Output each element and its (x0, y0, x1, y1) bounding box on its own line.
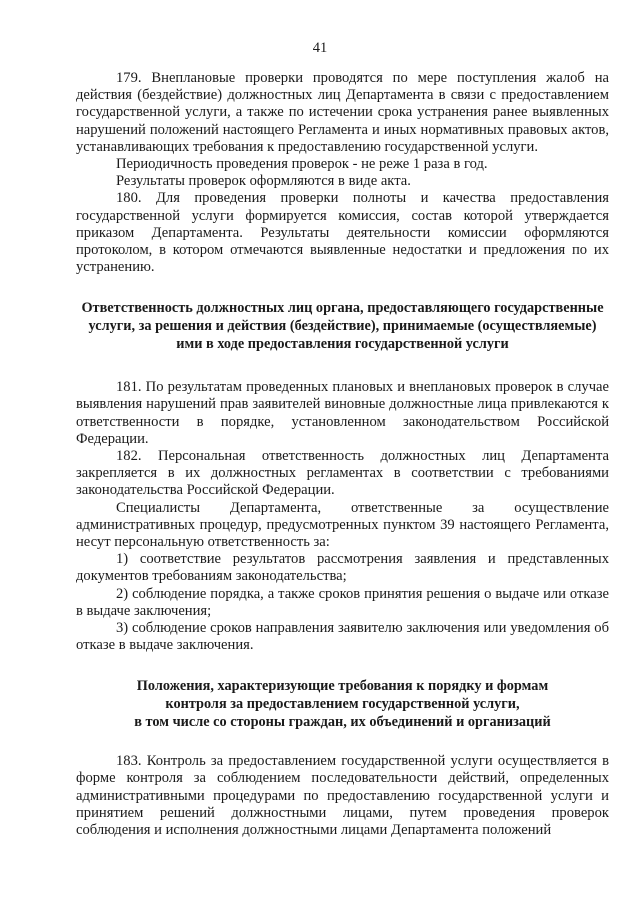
spacer (76, 353, 609, 379)
section-heading-responsibility: Ответственность должностных лиц органа, предоставляющего государственные услуги, за решения и действия (бездействие), принимаемые (осуществляемые) ими в ходе предоставления государственной услуги (81, 300, 604, 352)
page-number: 41 (312, 40, 328, 56)
list-item-3: 3) соблюдение сроков направления заявителю заключения или уведомления об отказе в выдаче заключения. (76, 620, 609, 654)
list-item-2: 2) соблюдение порядка, а также сроков принятия решения о выдаче или отказе в выдаче заключения; (76, 585, 609, 619)
paragraph-181: 181. По результатам проведенных плановых и внеплановых проверок в случае выявления нарушений прав заявителей виновные должностные лица привлекаются к ответственности в порядке, установленном законодательством Российской Федерации. (76, 379, 609, 447)
list-item-1: 1) соответствие результатов рассмотрения заявления и представленных документов требованиям законодательства; (76, 551, 609, 585)
paragraph-180: 180. Для проведения проверки полноты и качества предоставления государственной услуги формируется комиссия, состав которой утверждается приказом Департамента. Результаты деятельности комиссии оформляются протоколом, в котором отмечаются выявленные недостатки и предложения по их устранению. (76, 190, 609, 276)
section-heading-control-line1: Положения, характеризующие требования к порядку и формам (136, 678, 549, 695)
paragraph-specialists: Специалисты Департамента, ответственные за осуществление административных процедур, предусмотренных пунктом 39 настоящего Регламента, несут персональную ответственность за: (76, 499, 609, 551)
spacer (76, 276, 609, 300)
spacer (76, 654, 609, 678)
section-heading-control-line2: контроля за предоставлением государственной услуги, (165, 696, 520, 713)
section-heading-control-line3: в том числе со стороны граждан, их объединений и организаций (134, 713, 551, 730)
paragraph-periodicity: Периодичность проведения проверок - не реже 1 раза в год. (116, 156, 488, 173)
document-body (76, 70, 609, 839)
spacer (76, 731, 609, 753)
paragraph-179: 179. Внеплановые проверки проводятся по мере поступления жалоб на действия (бездействие) должностных лиц Департамента в связи с предоставлением государственной услуги, а также по истечении срока устранения ранее выявленных нарушений положений настоящего Регламента и иных нормативных правовых актов, устанавливающих требования к предоставлению государственной услуги. (76, 70, 609, 155)
paragraph-183: 183. Контроль за предоставлением государственной услуги осуществляется в форме контроля за соблюдением последовательности действий, определенных административными процедурами по предоставлению государственной услуги и принятием решений должностными лицами, путем проведения проверок соблюдения и исполнения должностными лицами Департамента положений (76, 753, 609, 839)
paragraph-results: Результаты проверок оформляются в виде акта. (116, 173, 411, 190)
paragraph-182: 182. Персональная ответственность должностных лиц Департамента закрепляется в их должностных регламентах в соответствии с требованиями законодательства Российской Федерации. (76, 448, 609, 499)
